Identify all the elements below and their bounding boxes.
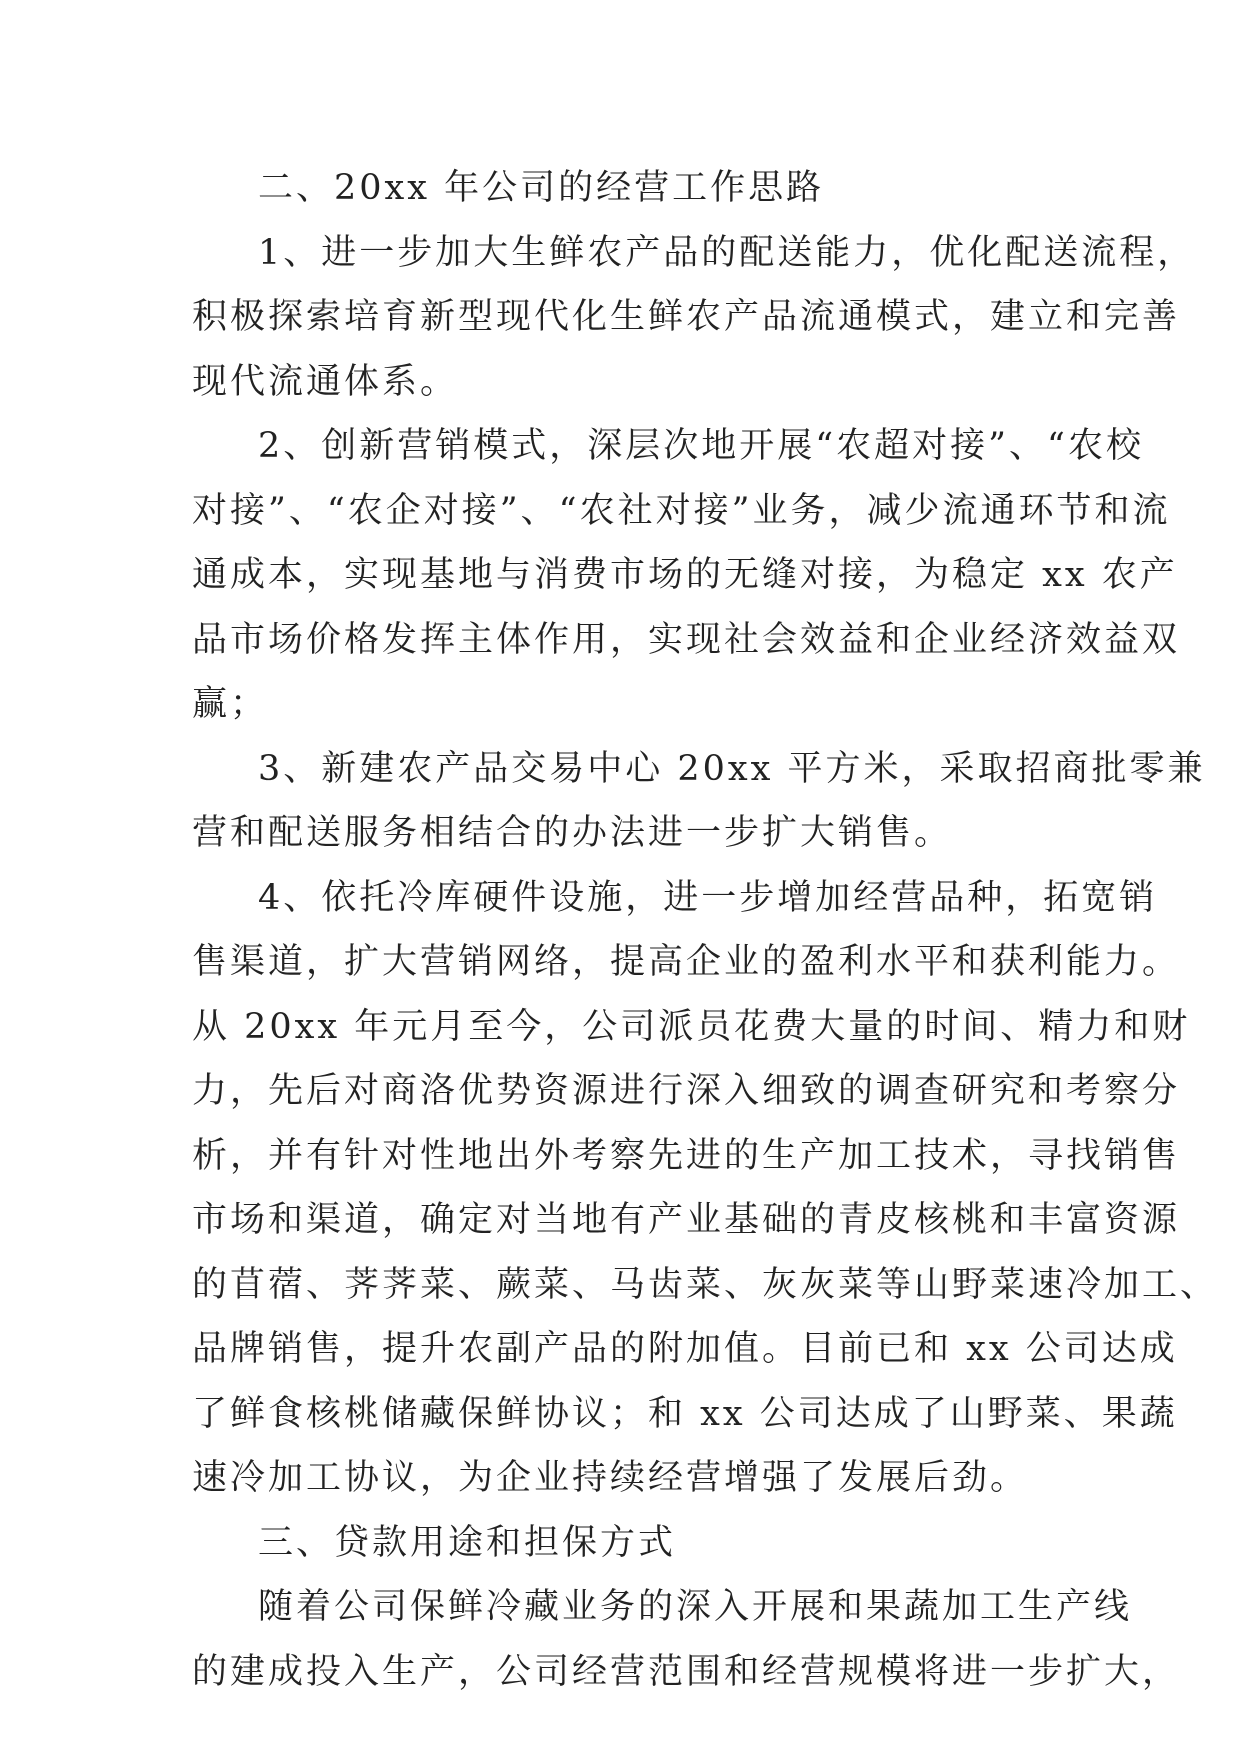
paragraph-1-line: 积极探索培育新型现代化生鲜农产品流通模式，建立和完善 <box>192 297 1181 337</box>
section-heading-2: 二、20xx 年公司的经营工作思路 <box>258 168 825 208</box>
paragraph-5-line: 随着公司保鲜冷藏业务的深入开展和果蔬加工生产线 <box>258 1587 1133 1627</box>
paragraph-4-line: 速冷加工协议，为企业持续经营增强了发展后劲。 <box>192 1458 1029 1498</box>
document-body <box>192 156 1219 1704</box>
paragraph-2-line: 2、创新营销模式，深层次地开展“农超对接”、“农校 <box>258 426 1144 466</box>
paragraph-4-line: 了鲜食核桃储藏保鲜协议；和 xx 公司达成了山野菜、果蔬 <box>192 1393 1178 1434</box>
paragraph-2-line: 通成本，实现基地与消费市场的无缝对接，为稳定 xx 农产 <box>192 555 1178 595</box>
paragraph-2-line: 品市场价格发挥主体作用，实现社会效益和企业经济效益双 <box>192 619 1181 660</box>
paragraph-3-line: 3、新建农产品交易中心 20xx 平方米，采取招商批零兼 <box>258 748 1206 789</box>
paragraph-4-line: 析，并有针对性地出外考察先进的生产加工技术，寻找销售 <box>192 1135 1181 1176</box>
paragraph-3-line: 营和配送服务相结合的办法进一步扩大销售。 <box>192 813 953 853</box>
paragraph-1-line: 1、进一步加大生鲜农产品的配送能力，优化配送流程， <box>258 232 1196 273</box>
paragraph-4-line: 品牌销售，提升农副产品的附加值。目前已和 xx 公司达成 <box>192 1329 1178 1369</box>
paragraph-4-line: 的苜蓿、荠荠菜、蕨菜、马齿菜、灰灰菜等山野菜速冷加工、 <box>192 1264 1219 1305</box>
paragraph-5-line: 的建成投入生产，公司经营范围和经营规模将进一步扩大， <box>192 1651 1181 1692</box>
paragraph-4-line: 市场和渠道，确定对当地有产业基础的青皮核桃和丰富资源 <box>192 1200 1181 1240</box>
paragraph-2-line: 赢； <box>192 684 269 724</box>
paragraph-4-line: 售渠道，扩大营销网络，提高企业的盈利水平和获利能力。 <box>192 942 1181 982</box>
paragraph-4-line: 4、依托冷库硬件设施，进一步增加经营品种，拓宽销 <box>258 877 1158 918</box>
section-heading-3: 三、贷款用途和担保方式 <box>258 1522 677 1563</box>
paragraph-1-line: 现代流通体系。 <box>192 361 459 402</box>
paragraph-2-line: 对接”、“农企对接”、“农社对接”业务，减少流通环节和流 <box>192 490 1171 531</box>
paragraph-4-line: 力，先后对商洛优势资源进行深入细致的调查研究和考察分 <box>192 1071 1181 1111</box>
paragraph-4-line: 从 20xx 年元月至今，公司派员花费大量的时间、精力和财 <box>192 1006 1191 1047</box>
